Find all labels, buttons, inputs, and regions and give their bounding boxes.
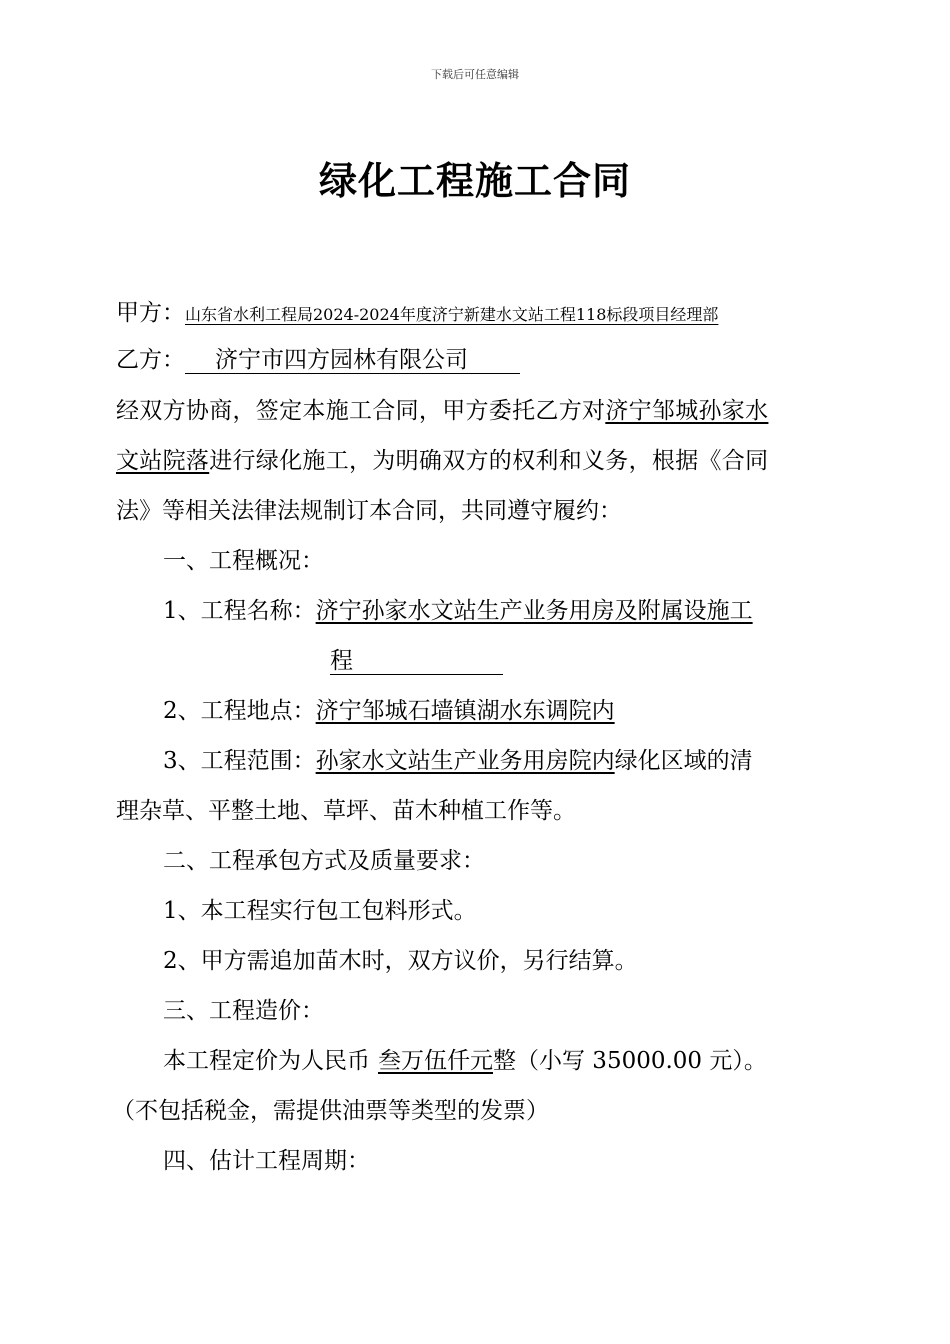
project-scope-underlined: 孙家水文站生产业务用房院内 bbox=[315, 748, 615, 774]
section-1-item-3-cont: 理杂草、平整土地、草坪、苗木种植工作等。 bbox=[116, 798, 576, 824]
header-note: 下载后可任意编辑 bbox=[431, 68, 519, 81]
intro-project-underlined: 济宁邹城孙家水 bbox=[605, 398, 769, 424]
intro-text: 经双方协商，签定本施工合同，甲方委托乙方对 bbox=[116, 398, 606, 424]
party-b-name: 济宁市四方园林有限公司 bbox=[185, 347, 520, 374]
party-a-line bbox=[116, 298, 718, 330]
section-2-item-2: 2、甲方需追加苗木时，双方议价，另行结算。 bbox=[163, 948, 638, 974]
section-4-heading: 四、估计工程周期： bbox=[163, 1148, 370, 1174]
section-1-item-1-cont bbox=[330, 646, 503, 676]
section-3-heading: 三、工程造价： bbox=[163, 998, 324, 1024]
section-1-item-1 bbox=[163, 596, 753, 626]
contract-title: 绿化工程施工合同 bbox=[318, 159, 631, 203]
section-2-heading: 二、工程承包方式及质量要求： bbox=[163, 848, 485, 874]
price-prefix: 本工程定价为人民币 bbox=[163, 1048, 370, 1074]
section-2-item-1: 1、本工程实行包工包料形式。 bbox=[163, 898, 477, 924]
section-1-item-3 bbox=[163, 746, 753, 776]
section-1-heading: 一、工程概况： bbox=[163, 548, 324, 574]
item-label: 2、工程地点： bbox=[163, 698, 316, 724]
project-location-value: 济宁邹城石墙镇湖水东调院内 bbox=[315, 698, 615, 724]
project-name-value: 济宁孙家水文站生产业务用房及附属设施工 bbox=[315, 598, 753, 624]
intro-line-2 bbox=[116, 446, 768, 476]
item-label: 1、工程名称： bbox=[163, 598, 316, 624]
party-a-name: 山东省水利工程局2024-2024年度济宁新建水文站工程118标段项目经理部 bbox=[185, 305, 719, 324]
intro-text-cont: 进行绿化施工，为明确双方的权利和义务，根据《合同 bbox=[209, 448, 769, 474]
party-b-line bbox=[116, 345, 520, 375]
price-words: 叁万伍仟元 bbox=[378, 1048, 493, 1074]
intro-line-1 bbox=[116, 396, 768, 426]
project-scope-text: 绿化区域的清 bbox=[614, 748, 753, 774]
intro-project-underlined-cont: 文站院落 bbox=[116, 448, 210, 474]
item-label: 3、工程范围： bbox=[163, 748, 316, 774]
section-3-price bbox=[163, 1046, 767, 1076]
party-a-label: 甲方： bbox=[116, 300, 185, 326]
intro-line-3: 法》等相关法律法规制订本合同，共同遵守履约： bbox=[116, 498, 622, 524]
section-1-item-2 bbox=[163, 696, 615, 726]
party-b-label: 乙方： bbox=[116, 347, 185, 373]
project-name-value-cont: 程 bbox=[330, 648, 503, 675]
price-suffix: 整（小写 35000.00 元）。 bbox=[493, 1048, 767, 1074]
section-3-note: （不包括税金，需提供油票等类型的发票） bbox=[112, 1098, 549, 1124]
